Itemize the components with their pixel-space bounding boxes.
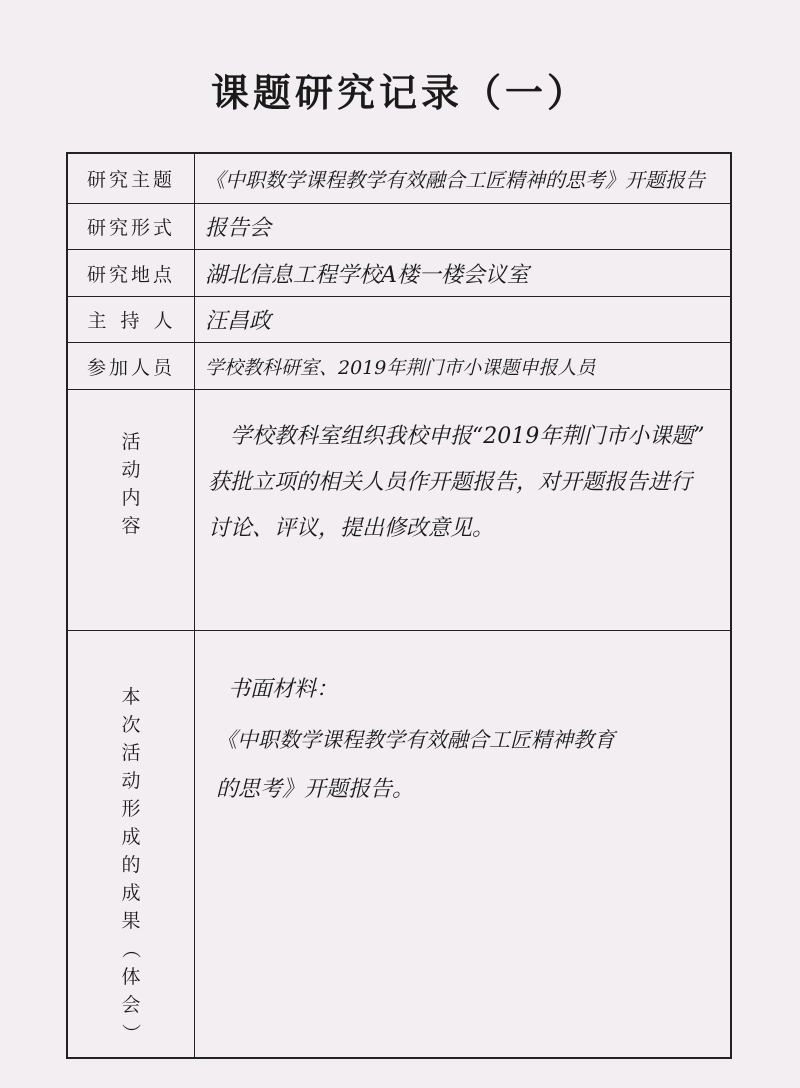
- label-char: 本: [121, 686, 141, 708]
- label-result: [68, 631, 195, 1057]
- row-topic: [68, 154, 730, 204]
- label-topic: 研究主题: [68, 154, 195, 203]
- label-participants: 参加人员: [68, 343, 195, 389]
- label-char: 成: [121, 882, 141, 904]
- label-char: 内: [121, 487, 141, 509]
- label-char: 形: [121, 798, 141, 820]
- content-line: 学校教科室组织我校申报“2019年荆门市小课题”: [208, 424, 705, 449]
- label-char: 果: [121, 910, 141, 932]
- label-host: 主持人: [68, 297, 195, 342]
- label-form: 研究形式: [68, 204, 195, 249]
- label-char: 活: [121, 431, 141, 453]
- row-participants: [68, 343, 730, 390]
- row-place: [68, 250, 730, 297]
- result-line: 《中职数学课程教学有效融合工匠精神教育: [216, 728, 615, 752]
- label-char: 活: [121, 742, 141, 764]
- page-title: 课题研究记录（一）: [210, 71, 589, 115]
- label-char: 的: [121, 854, 141, 876]
- value-form: 报告会: [205, 216, 272, 241]
- content-text: [208, 414, 720, 552]
- label-char: 体: [121, 966, 141, 988]
- row-content: [68, 390, 730, 631]
- label-char: 动: [121, 770, 141, 792]
- result-text: [208, 665, 720, 815]
- result-line: 书面材料：: [228, 677, 339, 702]
- label-content: [68, 390, 195, 630]
- row-form: [68, 204, 730, 250]
- value-topic: 《中职数学课程教学有效融合工匠精神的思考》开题报告: [205, 168, 705, 192]
- value-host: 汪昌政: [205, 309, 272, 334]
- label-char: 成: [121, 826, 141, 848]
- content-line: 讨论、评议，提出修改意见。: [208, 516, 495, 541]
- label-char: 会: [121, 994, 141, 1016]
- result-line: 的思考》开题报告。: [216, 777, 415, 802]
- row-result: [68, 631, 730, 1057]
- record-form: [66, 152, 732, 1059]
- content-line: 获批立项的相关人员作开题报告，对开题报告进行: [208, 470, 693, 495]
- label-char: 动: [121, 459, 141, 481]
- label-char: 容: [121, 515, 141, 537]
- label-char: 次: [121, 714, 141, 736]
- value-place: 湖北信息工程学校A楼一楼会议室: [205, 262, 529, 288]
- label-char: ）: [119, 1023, 142, 1043]
- value-participants: 学校教科研室、2019年荆门市小课题申报人员: [205, 356, 596, 379]
- label-char: （: [119, 939, 142, 959]
- label-place: 研究地点: [68, 250, 195, 296]
- row-host: [68, 297, 730, 343]
